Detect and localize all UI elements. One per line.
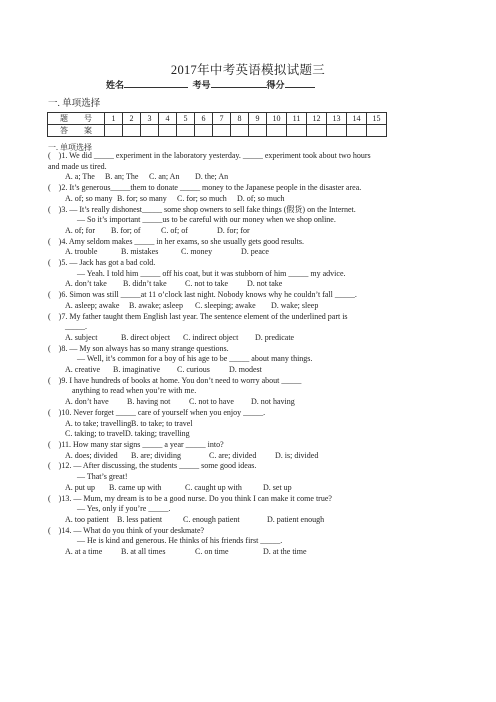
option: C. money <box>181 247 213 257</box>
option: D. for; for <box>217 225 250 235</box>
number-cell: 10 <box>267 113 287 125</box>
number-cell: 3 <box>141 113 159 125</box>
option: D. peace <box>241 247 269 257</box>
score-blank[interactable] <box>285 79 315 88</box>
option: D. at the time <box>263 547 307 557</box>
option: B. didn’t take <box>123 279 167 289</box>
option: B. awake; asleep <box>129 300 183 310</box>
question-stem: ( )7. My father taught them English last year. The sentence element of the underlined part is <box>48 311 348 321</box>
question-options <box>48 226 468 237</box>
option: A. too patient <box>65 514 109 524</box>
row-label-answer: 答 案 <box>48 125 105 137</box>
number-cell: 15 <box>367 113 387 125</box>
option: A. creative <box>65 365 101 375</box>
question-options <box>48 279 468 290</box>
score-label: 得分 <box>266 80 285 90</box>
option: A. of; for <box>65 225 95 235</box>
answer-cell[interactable] <box>123 125 141 137</box>
number-cell: 12 <box>307 113 327 125</box>
number-cell: 4 <box>159 113 177 125</box>
answer-cell[interactable] <box>159 125 177 137</box>
answer-cell[interactable] <box>347 125 367 137</box>
number-cell: 13 <box>327 113 347 125</box>
question-stem: ( )11. How many star signs _____ a year _____ into? <box>48 440 224 450</box>
question-stem: ( )13. — Mum, my dream is to be a good nurse. Do you think I can make it come true? <box>48 493 332 503</box>
question-option: A. to take; travelling <box>65 418 132 428</box>
question-options <box>48 172 468 183</box>
question-continuation: anything to read when you’re with me. <box>72 386 197 396</box>
option: D. not having <box>251 397 295 407</box>
option: A. subject <box>65 332 98 342</box>
number-row <box>48 113 387 125</box>
question-option: B. to take; to travel <box>131 418 193 428</box>
option: B. for; of <box>111 225 141 235</box>
question-stem: ( )9. I have hundreds of books at home. You don’t need to worry about _____ <box>48 375 302 385</box>
option: D. set up <box>263 482 292 492</box>
question-continuation: — Yeah. I told him _____ off his coat, but it was stubborn of him _____ my advice. <box>77 268 346 278</box>
option: B. came up with <box>109 482 162 492</box>
question-options <box>48 515 468 526</box>
option: C. not to take <box>185 279 229 289</box>
question-continuation: — So it’s important _____us to be careful with our money when we shop online. <box>77 215 336 225</box>
question-options <box>48 397 468 408</box>
number-blank[interactable] <box>211 79 267 88</box>
option: C. indirect object <box>183 332 239 342</box>
question-list <box>48 151 468 558</box>
option: D. the; An <box>195 172 229 182</box>
question-options <box>48 451 468 462</box>
question-option: D. taking; travelling <box>125 429 190 439</box>
option: D. is; divided <box>275 450 319 460</box>
option: B. at all times <box>121 547 166 557</box>
option: B. direct object <box>121 332 171 342</box>
option: B. are; dividing <box>131 450 181 460</box>
question-continuation: — Well, it’s common for a boy of his age to be _____ about many things. <box>77 354 313 364</box>
option: A. trouble <box>65 247 98 257</box>
number-cell: 1 <box>105 113 123 125</box>
question-continuation: — Yes, only if you’re _____. <box>77 504 171 514</box>
option: D. wake; sleep <box>271 300 319 310</box>
option: B. for; so many <box>117 193 167 203</box>
option: C. curious <box>177 365 210 375</box>
answer-cell[interactable] <box>141 125 159 137</box>
option: A. put up <box>65 482 95 492</box>
option: C. not to have <box>189 397 234 407</box>
answer-cell[interactable] <box>287 125 307 137</box>
option: A. at a time <box>65 547 103 557</box>
number-cell: 14 <box>347 113 367 125</box>
option: B. mistakes <box>121 247 159 257</box>
question-continuation: — He is kind and generous. He thinks of his friends first _____. <box>77 536 283 546</box>
number-cell: 2 <box>123 113 141 125</box>
question-options <box>48 194 468 205</box>
answer-cell[interactable] <box>195 125 213 137</box>
option: B. having not <box>127 397 171 407</box>
option: B. less patient <box>117 514 163 524</box>
question-stem: ( )14. — What do you think of your deskmate? <box>48 525 205 535</box>
number-cell: 5 <box>177 113 195 125</box>
question-stem: ( )5. — Jack has got a bad cold. <box>48 258 156 268</box>
answer-table <box>47 112 387 137</box>
answer-cell[interactable] <box>213 125 231 137</box>
question-continuation: and made us tired. <box>48 161 107 171</box>
option: A. a; The <box>65 172 95 182</box>
page-title: 2017年中考英语模拟试题三 <box>170 63 326 77</box>
answer-cell[interactable] <box>327 125 347 137</box>
option: A. does; divided <box>65 450 118 460</box>
number-cell: 6 <box>195 113 213 125</box>
question-continuation: _____. <box>65 322 87 332</box>
question-stem: ( )10. Never forget _____ care of yourself when you enjoy _____. <box>48 407 266 417</box>
subheading: 一. 单项选择 <box>48 143 92 152</box>
question-options <box>48 333 468 344</box>
answer-cell[interactable] <box>231 125 249 137</box>
option: B. imaginative <box>113 365 161 375</box>
question-options <box>48 483 468 494</box>
option: C. enough patient <box>183 514 240 524</box>
option: B. an; The <box>105 172 139 182</box>
question-options <box>48 247 468 258</box>
number-cell: 8 <box>231 113 249 125</box>
answer-cell[interactable] <box>267 125 287 137</box>
option: D. not take <box>247 279 283 289</box>
option: C. for; so much <box>177 193 227 203</box>
question-stem: ( )6. Simon was still _____at 11 o’clock last night. Nobody knows why he couldn’t fall _____. <box>48 290 357 300</box>
name-blank[interactable] <box>124 79 188 88</box>
option: D. of; so much <box>237 193 285 203</box>
answer-cell[interactable] <box>105 125 123 137</box>
question-options <box>48 547 468 558</box>
answer-cell[interactable] <box>177 125 195 137</box>
answer-cell[interactable] <box>367 125 387 137</box>
question-stem: ( )8. — My son always has so many strange questions. <box>48 343 229 353</box>
question-stem: ( )1. We did _____ experiment in the laboratory yesterday. _____ experiment took about two hours <box>48 151 371 160</box>
question-stem: ( )4. Amy seldom makes _____ in her exams, so she usually gets good results. <box>48 236 304 246</box>
question-continuation: — That’s great! <box>77 472 128 482</box>
student-info-line <box>106 78 315 91</box>
answer-cell[interactable] <box>249 125 267 137</box>
question-options <box>48 301 468 312</box>
option: C. on time <box>195 547 229 557</box>
option: C. are; divided <box>209 450 257 460</box>
option: A. don’t have <box>65 397 109 407</box>
question-option: C. taking; to travel <box>65 429 125 439</box>
question-stem: ( )12. — After discussing, the students _____ some good ideas. <box>48 461 257 471</box>
section-heading: 一. 单项选择 <box>48 99 101 109</box>
row-label-number: 题 号 <box>48 113 105 125</box>
option: A. asleep; awake <box>65 300 120 310</box>
number-cell: 9 <box>249 113 267 125</box>
option: C. caught up with <box>185 482 242 492</box>
number-cell: 11 <box>287 113 307 125</box>
number-cell: 7 <box>213 113 231 125</box>
option: D. patient enough <box>267 514 325 524</box>
question-stem: ( )3. — It’s really dishonest_____ some shop owners to sell fake things (假货) on the Internet. <box>48 204 356 214</box>
option: A. of; so many <box>65 193 113 203</box>
question-options <box>48 365 468 376</box>
name-label: 姓名 <box>106 80 125 90</box>
answer-cell[interactable] <box>307 125 327 137</box>
answer-row <box>48 125 387 137</box>
option: C. sleeping; awake <box>195 300 256 310</box>
option: A. don’t take <box>65 279 107 289</box>
option: C. an; An <box>149 172 180 182</box>
option: C. of; of <box>161 225 188 235</box>
question-stem: ( )2. It’s generous_____them to donate _____ money to the Japanese people in the disaster area. <box>48 183 362 193</box>
option: D. predicate <box>255 332 295 342</box>
number-label: 考号 <box>192 80 211 90</box>
option: D. modest <box>229 365 262 375</box>
